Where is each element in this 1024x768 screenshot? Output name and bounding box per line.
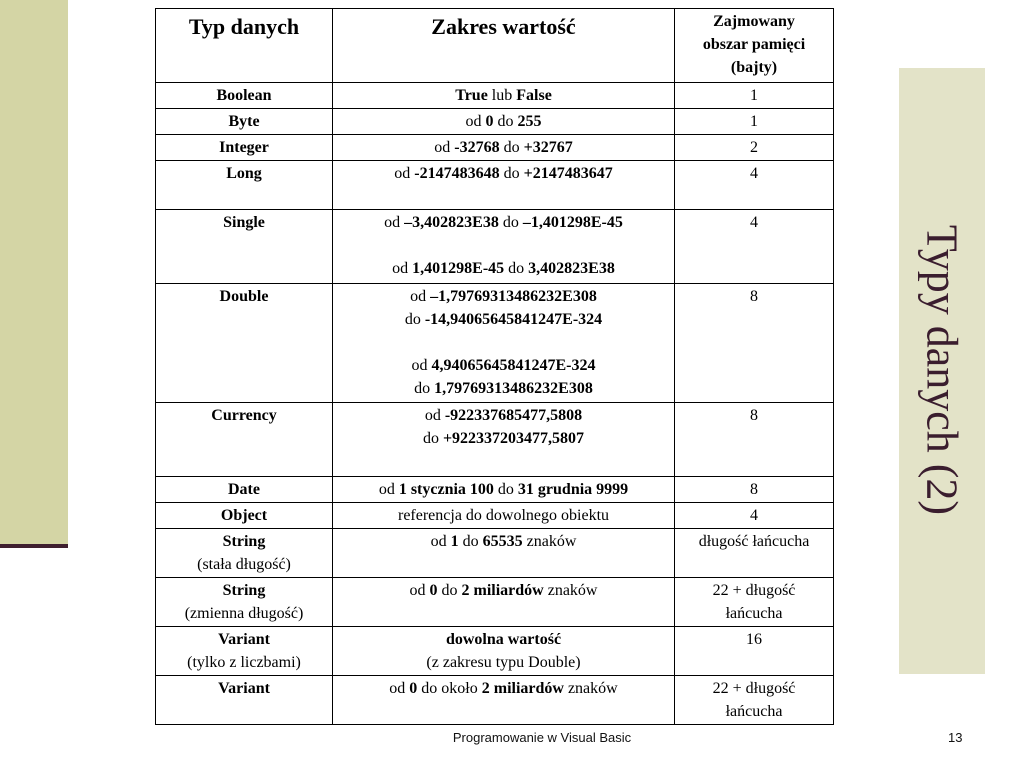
range-cell xyxy=(333,403,675,477)
range-text: +2147483647 xyxy=(523,165,613,182)
memory-value-line: łańcucha xyxy=(725,605,783,622)
memory-value: 4 xyxy=(750,165,758,182)
range-cell xyxy=(333,477,675,503)
range-text: od xyxy=(430,533,451,550)
memory-value-line: 22 + długość xyxy=(712,680,796,697)
header-memory-line2: obszar pamięci xyxy=(702,36,806,53)
range-text: 31 grudnia 9999 xyxy=(517,481,629,498)
range-text: referencja do dowolnego obiektu xyxy=(397,507,610,524)
range-cell xyxy=(333,109,675,135)
range-text: 1 stycznia 100 xyxy=(398,481,494,498)
range-text: –1,401298E-45 xyxy=(522,214,623,231)
left-decorative-bar xyxy=(0,0,68,548)
range-text: 1,401298E-45 xyxy=(412,260,505,277)
table-row xyxy=(156,529,834,578)
memory-cell xyxy=(675,109,834,135)
range-text: 0 xyxy=(409,680,418,697)
header-memory-line3: (bajty) xyxy=(730,59,778,76)
header-memory xyxy=(675,9,834,83)
type-name: String xyxy=(222,582,266,599)
range-cell xyxy=(333,135,675,161)
memory-cell xyxy=(675,210,834,284)
memory-value: 4 xyxy=(750,214,758,231)
range-text: do xyxy=(414,380,435,397)
range-text: 4,94065645841247E-324 xyxy=(431,357,596,374)
range-line xyxy=(336,257,671,280)
range-cell xyxy=(333,503,675,529)
type-cell xyxy=(156,284,333,403)
range-cell xyxy=(333,161,675,210)
range-line xyxy=(336,404,671,427)
range-cell xyxy=(333,627,675,676)
range-text: 2 miliardów xyxy=(481,680,564,697)
range-text: do xyxy=(404,311,425,328)
type-name: Long xyxy=(226,165,262,182)
memory-value: 1 xyxy=(750,113,758,130)
type-cell xyxy=(156,627,333,676)
table-row xyxy=(156,403,834,477)
range-line xyxy=(336,285,671,308)
range-text: do xyxy=(437,582,462,599)
type-cell xyxy=(156,109,333,135)
type-name: Integer xyxy=(219,139,269,156)
range-line xyxy=(336,308,671,331)
memory-value: 2 xyxy=(750,139,758,156)
range-text: 3,402823E38 xyxy=(528,260,615,277)
range-cell xyxy=(333,676,675,725)
page-number: 13 xyxy=(948,730,963,745)
range-text: od xyxy=(424,407,445,424)
range-text: -2147483648 xyxy=(414,165,500,182)
table-row xyxy=(156,210,834,284)
type-name: Boolean xyxy=(216,87,272,104)
type-cell xyxy=(156,161,333,210)
range-text: (z zakresu typu Double) xyxy=(426,654,581,671)
type-name: Object xyxy=(220,507,268,524)
range-text: True xyxy=(455,87,488,104)
range-line xyxy=(336,427,671,450)
type-name: Byte xyxy=(228,113,260,130)
range-text: -14,94065645841247E-324 xyxy=(424,311,603,328)
memory-value: długość łańcucha xyxy=(698,533,810,550)
range-line xyxy=(336,354,671,377)
header-type: Typ danych xyxy=(156,9,333,83)
memory-value: 4 xyxy=(750,507,758,524)
memory-value: 8 xyxy=(750,481,758,498)
type-cell xyxy=(156,529,333,578)
type-cell xyxy=(156,477,333,503)
header-memory-line1: Zajmowany xyxy=(713,13,795,30)
range-text: +32767 xyxy=(523,139,573,156)
memory-value: 1 xyxy=(750,87,758,104)
range-text: od xyxy=(411,357,432,374)
type-name: Single xyxy=(223,214,265,231)
range-text: do xyxy=(493,481,518,498)
type-name: Variant xyxy=(218,631,270,648)
type-cell xyxy=(156,578,333,627)
range-text: od xyxy=(384,214,405,231)
table-row xyxy=(156,578,834,627)
type-cell xyxy=(156,135,333,161)
range-text: do około xyxy=(417,680,482,697)
range-cell xyxy=(333,529,675,578)
range-line xyxy=(336,211,671,234)
memory-value: 8 xyxy=(750,407,758,424)
range-text: do xyxy=(499,139,524,156)
range-text: –3,402823E38 xyxy=(404,214,499,231)
memory-cell xyxy=(675,403,834,477)
range-text: od xyxy=(394,165,415,182)
range-cell xyxy=(333,578,675,627)
memory-value-line: 22 + długość xyxy=(712,582,796,599)
range-text: 1 xyxy=(450,533,459,550)
table-row xyxy=(156,477,834,503)
type-note: (stała długość) xyxy=(197,556,291,573)
data-types-table xyxy=(155,8,834,725)
memory-cell xyxy=(675,135,834,161)
range-text: znaków xyxy=(543,582,598,599)
header-range: Zakres wartość xyxy=(333,9,675,83)
range-text: 0 xyxy=(429,582,438,599)
table-row xyxy=(156,503,834,529)
range-cell xyxy=(333,210,675,284)
range-text: od xyxy=(389,680,410,697)
type-name: Double xyxy=(219,288,269,305)
type-cell xyxy=(156,403,333,477)
type-cell xyxy=(156,503,333,529)
memory-value-line: łańcucha xyxy=(725,703,783,720)
table-row xyxy=(156,161,834,210)
range-cell xyxy=(333,83,675,109)
range-text: od xyxy=(392,260,413,277)
range-text: do xyxy=(498,214,523,231)
table-row xyxy=(156,83,834,109)
range-text: od xyxy=(378,481,399,498)
memory-cell xyxy=(675,627,834,676)
table-header-row xyxy=(156,9,834,83)
type-name: Currency xyxy=(211,407,277,424)
type-note: (zmienna długość) xyxy=(184,605,304,622)
memory-cell xyxy=(675,503,834,529)
range-line xyxy=(336,377,671,400)
range-text: -32768 xyxy=(454,139,500,156)
table-row xyxy=(156,284,834,403)
footer-text: Programowanie w Visual Basic xyxy=(452,730,632,745)
type-name: String xyxy=(222,533,266,550)
range-text: do xyxy=(504,260,529,277)
memory-cell xyxy=(675,83,834,109)
type-name: Date xyxy=(228,481,260,498)
type-cell xyxy=(156,210,333,284)
range-text: 2 miliardów xyxy=(461,582,544,599)
range-text: od xyxy=(465,113,486,130)
range-text: lub xyxy=(487,87,517,104)
memory-cell xyxy=(675,676,834,725)
range-text: od xyxy=(434,139,455,156)
table-row xyxy=(156,676,834,725)
table-row xyxy=(156,109,834,135)
range-text: 0 xyxy=(485,113,494,130)
range-cell xyxy=(333,284,675,403)
range-text: 1,79769313486232E308 xyxy=(434,380,593,397)
range-text: od xyxy=(409,582,430,599)
type-name: Variant xyxy=(218,680,270,697)
type-cell xyxy=(156,676,333,725)
memory-cell xyxy=(675,578,834,627)
range-text: -922337685477,5808 xyxy=(444,407,583,424)
range-text: do xyxy=(458,533,483,550)
slide-title: Typy danych (2) xyxy=(917,224,967,516)
table-row xyxy=(156,135,834,161)
range-text: znaków xyxy=(563,680,618,697)
range-line xyxy=(336,651,671,674)
range-text: do xyxy=(499,165,524,182)
range-text: +922337203477,5807 xyxy=(442,430,585,447)
range-text: False xyxy=(516,87,552,104)
memory-cell xyxy=(675,529,834,578)
range-text: dowolna wartość xyxy=(445,631,562,648)
memory-value: 16 xyxy=(746,631,762,648)
memory-cell xyxy=(675,161,834,210)
table-row xyxy=(156,627,834,676)
memory-cell xyxy=(675,477,834,503)
range-text: znaków xyxy=(522,533,577,550)
type-cell xyxy=(156,83,333,109)
range-text: 65535 xyxy=(482,533,523,550)
range-text: do xyxy=(422,430,443,447)
type-note: (tylko z liczbami) xyxy=(187,654,301,671)
memory-value: 8 xyxy=(750,288,758,305)
range-text: od xyxy=(410,288,431,305)
range-line xyxy=(336,628,671,651)
memory-cell xyxy=(675,284,834,403)
range-text: 255 xyxy=(517,113,542,130)
range-text: –1,79769313486232E308 xyxy=(430,288,597,305)
range-text: do xyxy=(493,113,518,130)
